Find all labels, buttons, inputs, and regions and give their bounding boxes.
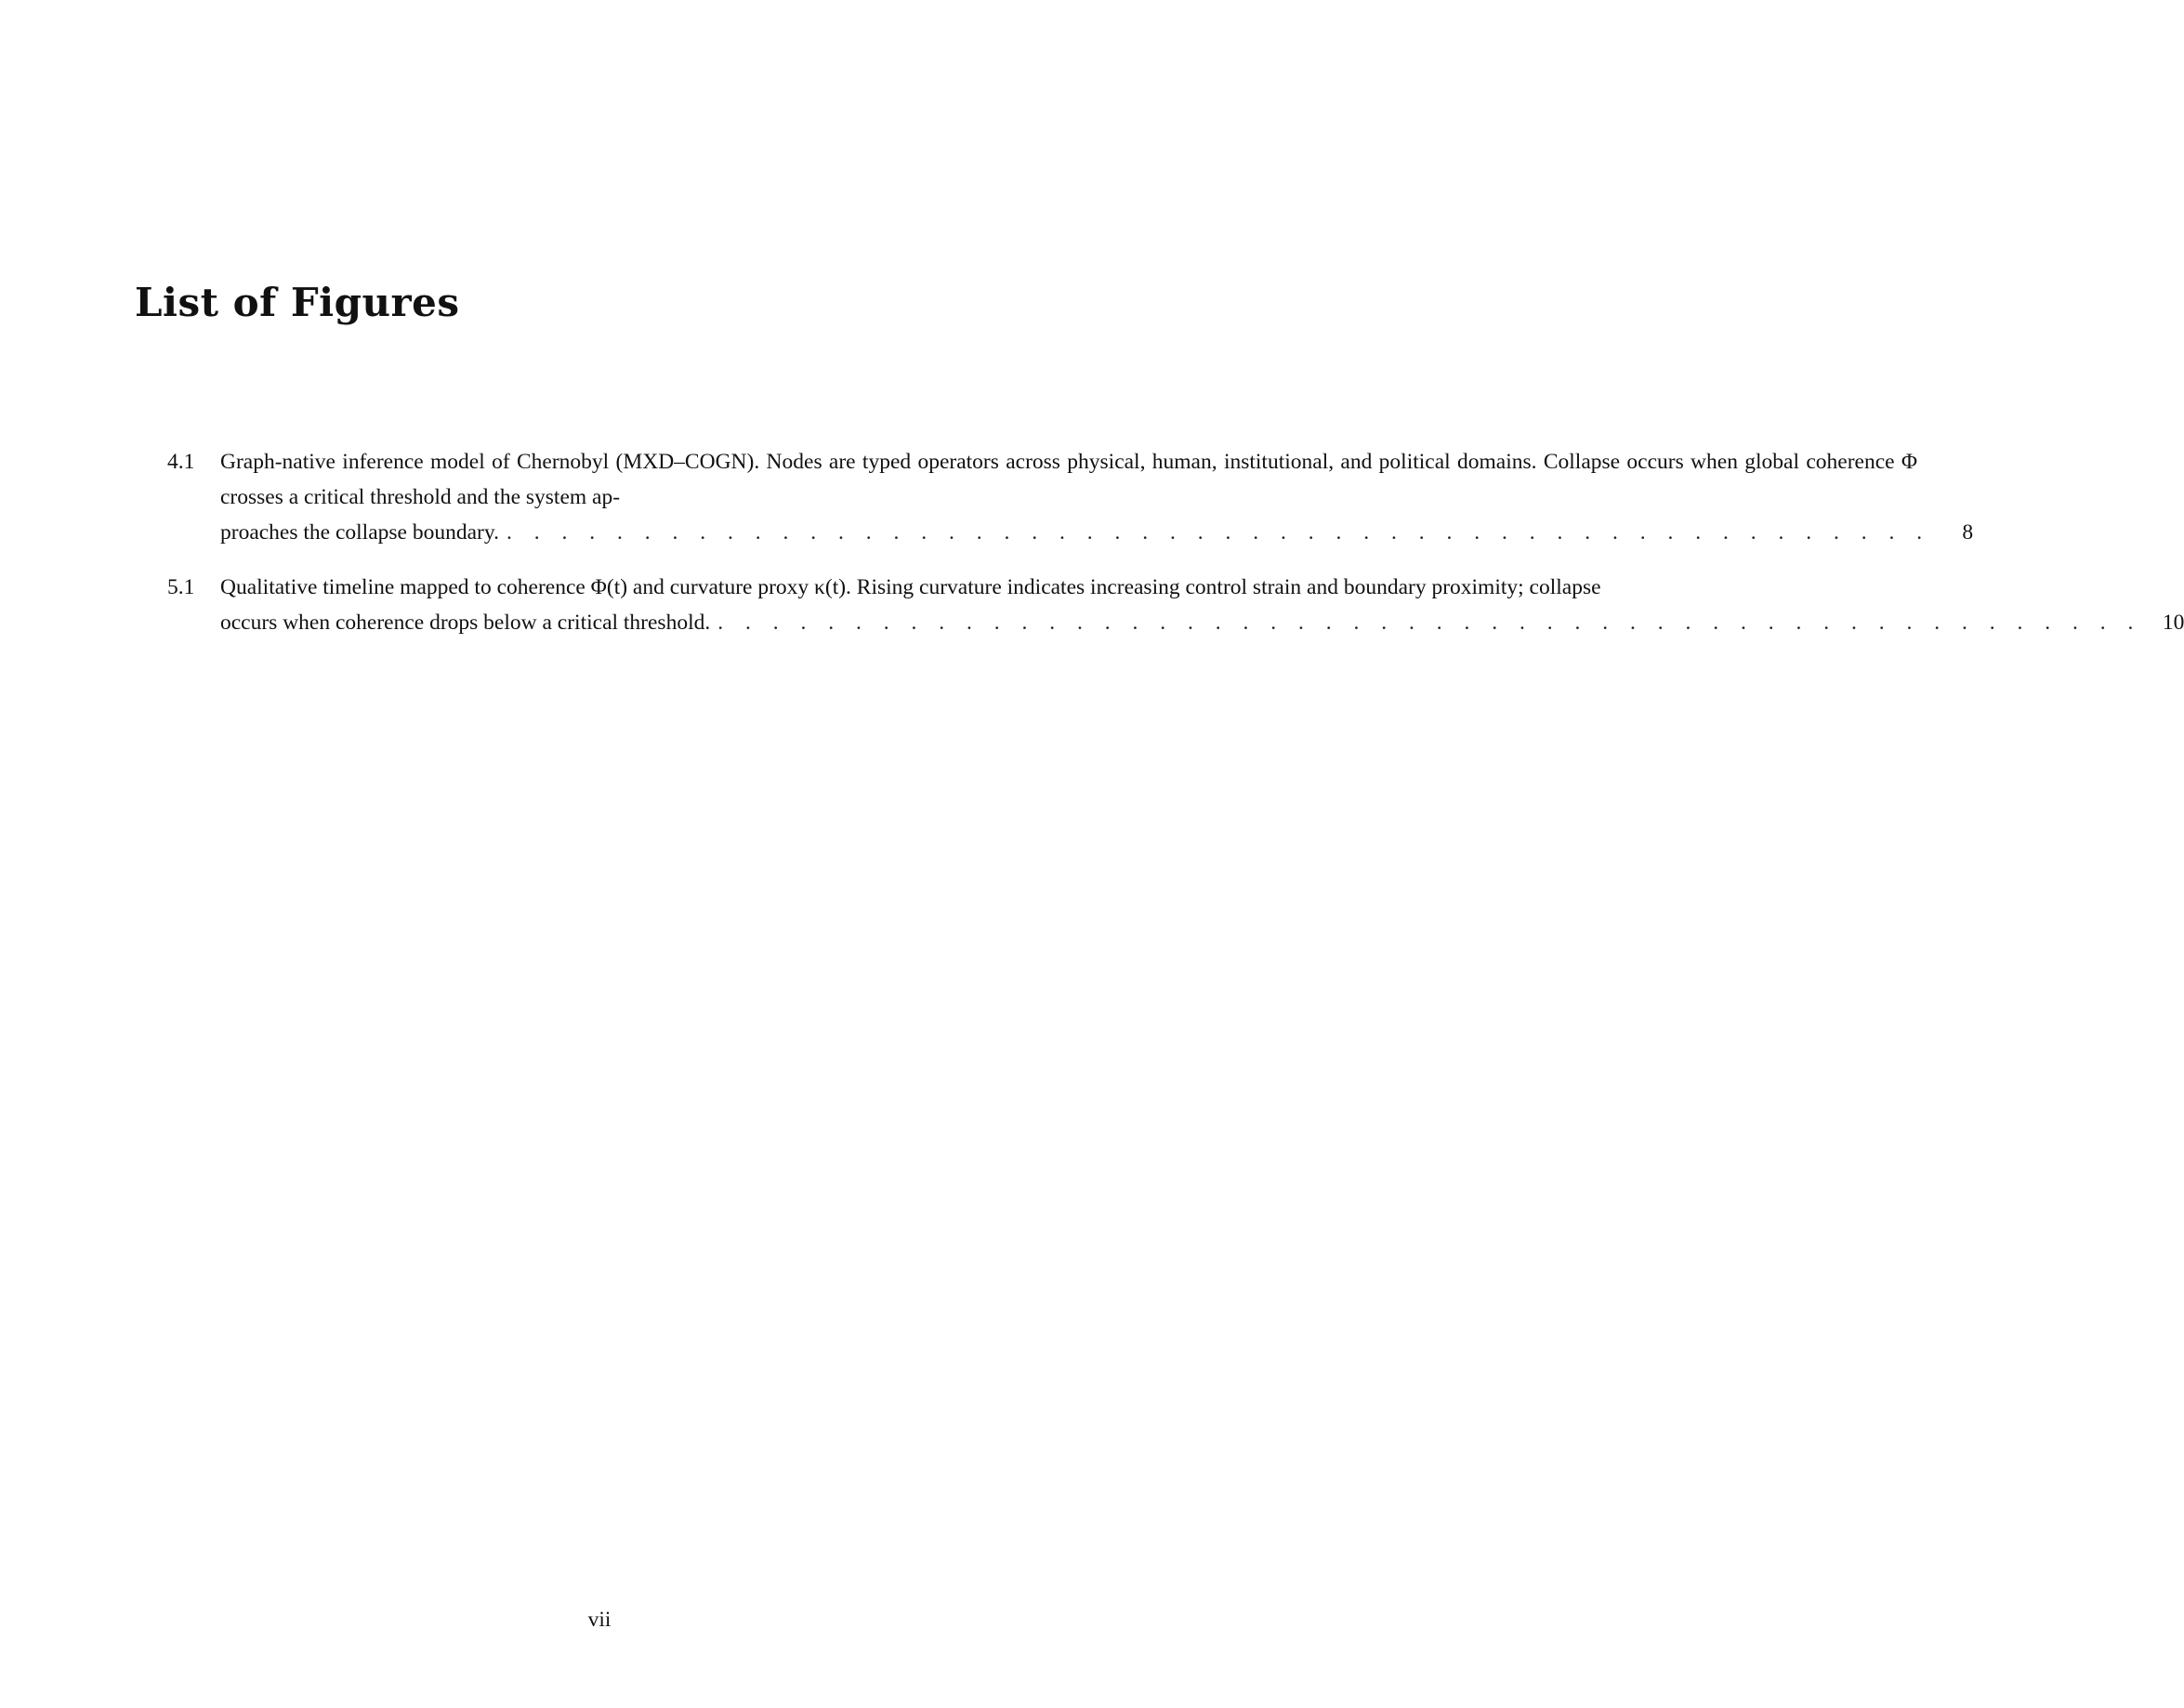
- figure-entry-4-1[interactable]: [167, 444, 1974, 550]
- figure-caption-last-line: [220, 605, 2184, 640]
- figure-caption-tail: proaches the collapse boundary.: [220, 520, 499, 545]
- figure-caption-tail: occurs when coherence drops below a critical threshold.: [220, 611, 711, 635]
- figure-number: 4.1: [167, 450, 195, 474]
- figure-page-number[interactable]: 10: [2162, 611, 2184, 635]
- figure-entry-5-1[interactable]: [167, 570, 2184, 640]
- figure-caption: [220, 570, 2184, 640]
- figure-list: [167, 444, 2184, 660]
- figure-caption-text: Graph-native inference model of Chernobyl (MXD–COGN). Nodes are typed operators across physical, human, institutional, and political domains. Collapse occurs when global coherence Φ crosses a critical threshold and the system ap-: [220, 450, 1918, 509]
- dot-leader: . . . . . . . . . . . . . . . . . . . . . . . . . . . . . . . . . . . . . . . . . . . . . . . . . . . .: [717, 611, 2142, 635]
- figure-caption-last-line: [220, 515, 1973, 550]
- page-title: List of Figures: [135, 280, 460, 325]
- figure-caption: [220, 444, 1973, 550]
- figure-number: 5.1: [167, 575, 195, 599]
- page-number-footer: vii: [587, 1608, 612, 1632]
- dot-leader: . . . . . . . . . . . . . . . . . . . . . . . . . . . . . . . . . . . . . . . . . . . . . . . . . . . .: [506, 520, 1931, 545]
- figure-page-number[interactable]: 8: [1962, 520, 1974, 545]
- figure-caption-text: Qualitative timeline mapped to coherence Φ(t) and curvature proxy κ(t). Rising curvature indicates increasing control strain and boundary proximity; collapse: [220, 575, 1601, 599]
